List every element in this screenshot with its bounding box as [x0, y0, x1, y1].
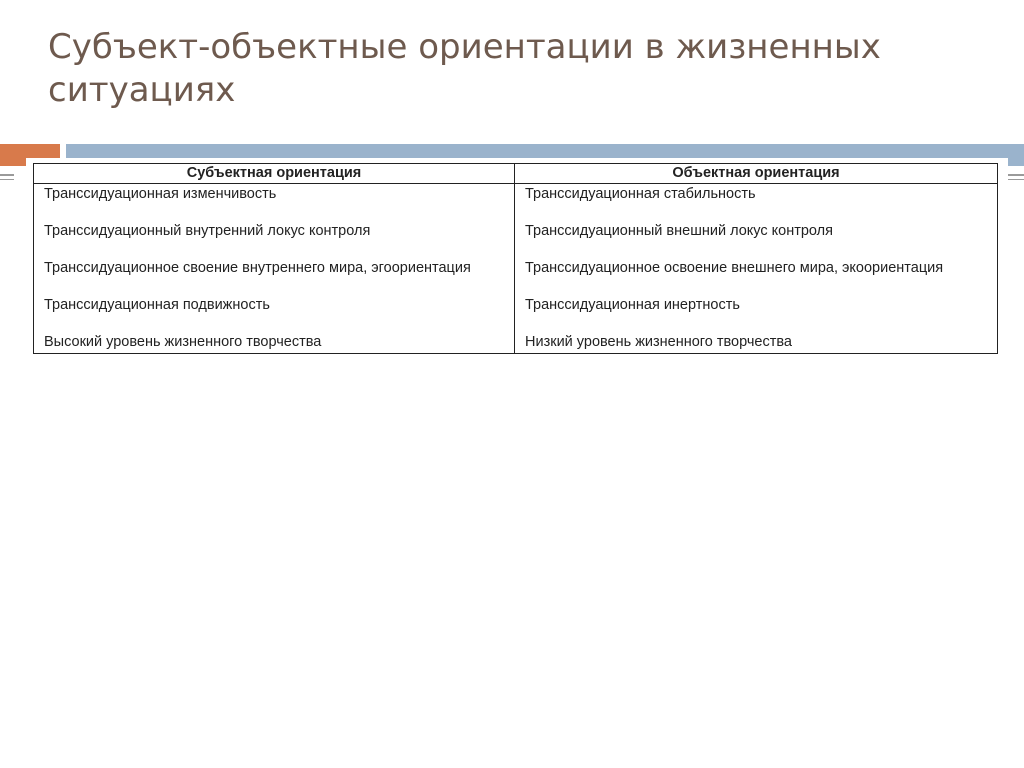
table-cell: Низкий уровень жизненного творчества [525, 334, 792, 350]
table-cell: Транссидуационная инертность [525, 297, 740, 313]
table-cell: Транссидуационная стабильность [525, 186, 756, 202]
table-cell: Транссидуационный внутренний локус контроля [44, 223, 371, 239]
table-cell: Транссидуационное освоение внешнего мира, экоориентация [525, 260, 944, 276]
divider-left [0, 174, 14, 176]
divider-left-thin [0, 179, 14, 180]
table-cell: Транссидуационная подвижность [44, 297, 270, 313]
table-cell: Транссидуационное своение внутреннего мира, эгоориентация [44, 260, 471, 276]
table-header-row [34, 164, 998, 184]
table-cell: Высокий уровень жизненного творчества [44, 334, 322, 350]
header-object-orientation: Объектная ориентация [515, 164, 998, 184]
object-orientation-column [515, 184, 998, 354]
subject-orientation-column [34, 184, 515, 354]
slide-title: Субъект-объектные ориентации в жизненных ситуациях [48, 27, 881, 110]
table-cell: Транссидуационный внешний локус контроля [525, 223, 833, 239]
orientation-table [33, 163, 998, 354]
table-body-row [34, 184, 998, 354]
header-subject-orientation: Субъектная ориентация [34, 164, 515, 184]
table-cell: Транссидуационная изменчивость [44, 186, 277, 202]
divider-right [1008, 174, 1024, 176]
divider-right-thin [1008, 179, 1024, 180]
